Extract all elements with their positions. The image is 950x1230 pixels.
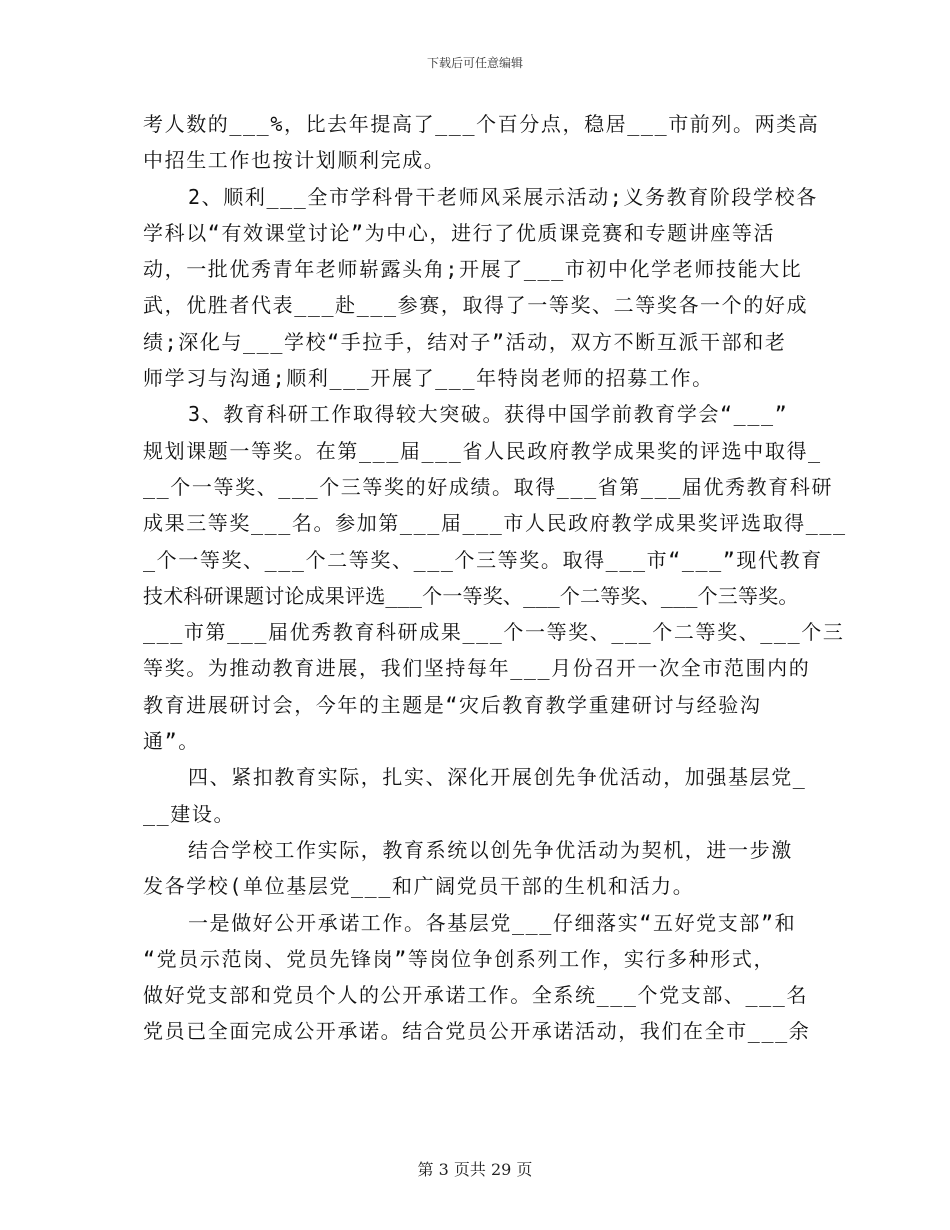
- document-body: [143, 106, 847, 1050]
- text-line: 学科以“有效课堂讨论”为中心，进行了优质课竞赛和专题讲座等活: [143, 220, 776, 245]
- text-line: 考人数的___%，比去年提高了___个百分点，稳居___市前列。两类高: [143, 112, 820, 136]
- text-line: 四、紧扣教育实际，扎实、深化开展创先争优活动，加强基层党_: [188, 765, 807, 790]
- text-line: 中招生工作也按计划顺利完成。: [143, 148, 446, 173]
- text-line: 规划课题一等奖。在第___届___省人民政府教学成果奖的评选中取得_: [143, 438, 822, 463]
- text-line: 绩;深化与___学校“手拉手，结对子”活动，双方不断互派干部和老: [143, 329, 787, 354]
- text-line: 技术科研课题讨论成果评选___个一等奖、___个二等奖、___个三等奖。: [143, 583, 799, 608]
- text-line: __个一等奖、___个三等奖的好成绩。取得___省第___届优秀教育科研: [143, 474, 834, 499]
- text-line: ___市第___届优秀教育科研成果___个一等奖、___个二等奖、___个三: [143, 620, 845, 645]
- text-line: 党员已全面完成公开承诺。结合党员公开承诺活动，我们在全市___余: [143, 1019, 811, 1044]
- text-line: 武，优胜者代表___赴___参赛，取得了一等奖、二等奖各一个的好成: [143, 293, 809, 318]
- text-line: 教育进展研讨会，今年的主题是“灾后教育教学重建研讨与经验沟: [143, 692, 762, 717]
- text-line: _个一等奖、___个二等奖、___个三等奖。取得___市“___”现代教育: [143, 547, 823, 572]
- text-line: 2、顺利___全市学科骨干老师风采展示活动;义务教育阶段学校各: [188, 184, 818, 209]
- text-line: __建设。: [143, 801, 236, 826]
- page-header: 下载后可任意编辑: [426, 56, 523, 70]
- text-line: 一是做好公开承诺工作。各基层党___仔细落实“五好党支部”和: [188, 910, 797, 935]
- page-number: 第 3 页共 29 页: [417, 1160, 533, 1179]
- text-line: 3、教育科研工作取得较大突破。获得中国学前教育学会“___”: [188, 402, 789, 427]
- text-line: 做好党支部和党员个人的公开承诺工作。全系统___个党支部、___名: [143, 983, 809, 1008]
- text-line: “党员示范岗、党员先锋岗”等岗位争创系列工作，实行多种形式，: [143, 946, 776, 971]
- text-line: 结合学校工作实际，教育系统以创先争优活动为契机，进一步激: [188, 837, 793, 862]
- text-line: 动，一批优秀青年老师崭露头角;开展了___市初中化学老师技能大比: [143, 257, 803, 282]
- text-line: 发各学校(单位基层党___和广阔党员干部的生机和活力。: [143, 874, 695, 899]
- text-line: 通”。: [143, 729, 200, 754]
- text-line: 等奖。为推动教育进展，我们坚持每年___月份召开一次全市范围内的: [143, 656, 811, 681]
- text-line: 成果三等奖___名。参加第___届___市人民政府教学成果奖评选取得___: [143, 511, 847, 536]
- text-line: 师学习与沟通;顺利___开展了___年特岗老师的招募工作。: [143, 366, 714, 391]
